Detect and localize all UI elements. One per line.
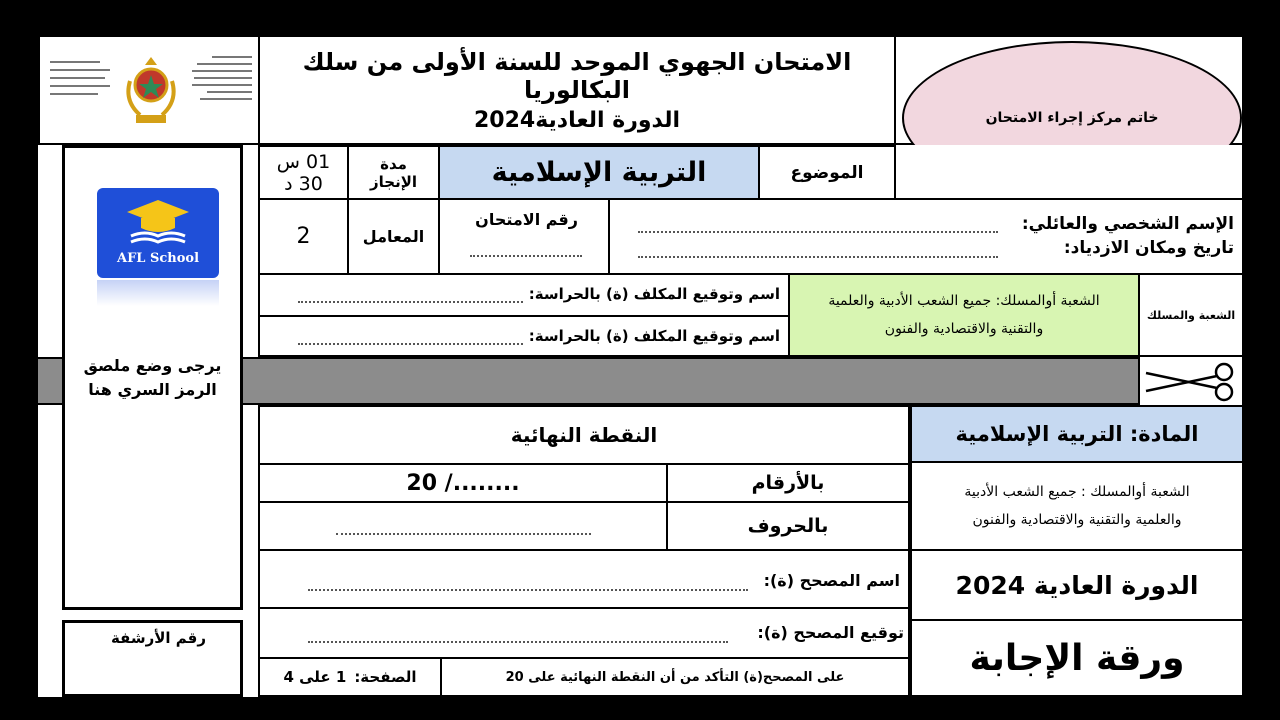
corrector-signature-label: توقيع المصحح (ة): xyxy=(757,623,904,642)
in-letters-label: بالحروف xyxy=(666,501,910,551)
birth-dots xyxy=(638,256,998,258)
answer-sheet-title: ورقة الإجابة xyxy=(910,619,1244,697)
exam-number-field[interactable] xyxy=(438,198,610,275)
supervisor-2-label: اسم وتوقيع المكلف (ة) بالحراسة: xyxy=(528,327,780,345)
duration-minutes: 30 د xyxy=(284,172,323,195)
sticker-note xyxy=(65,348,240,408)
birth-label: تاريخ ومكان الازدياد: xyxy=(1063,238,1234,258)
logo-reflection xyxy=(97,280,219,306)
verify-note: على المصحح(ة) التأكد من أن النقطة النهائية على 20 xyxy=(440,657,910,697)
in-numbers-label: بالأرقام xyxy=(666,463,910,503)
title-line-1: الامتحان الجهوي الموحد للسنة الأولى من سلك البكالوريا xyxy=(302,47,852,104)
emblem-icon xyxy=(122,51,180,133)
right-track-line-1: الشعبة أوالمسلك : جميع الشعب الأدبية xyxy=(964,484,1190,500)
coefficient-value: 2 xyxy=(258,198,349,275)
full-name-label: الإسم الشخصي والعائلي: xyxy=(1021,214,1234,234)
exam-number-label: رقم الامتحان xyxy=(475,210,578,229)
sticker-note-line-2: الرمز السري هنا xyxy=(88,380,217,399)
corrector-name-field[interactable] xyxy=(258,549,910,609)
subject-label: الموضوع xyxy=(758,145,896,200)
grade-in-letters-dots xyxy=(336,533,591,535)
supervisor-1[interactable] xyxy=(258,273,790,317)
supervisor-1-label: اسم وتوقيع المكلف (ة) بالحراسة: xyxy=(528,285,780,303)
final-grade-label: النقطة النهائية xyxy=(258,405,910,465)
coefficient-label: المعامل xyxy=(347,198,440,275)
score-value[interactable]: 20 /........ xyxy=(258,463,668,503)
track-value xyxy=(788,273,1140,357)
cut-band-left xyxy=(38,357,62,405)
supervisor-2-dots xyxy=(298,343,523,345)
stamp-area xyxy=(894,35,1244,145)
tifinagh-text-block xyxy=(50,55,110,101)
scissors-icon xyxy=(1142,361,1242,403)
subject-row-blank xyxy=(894,145,1244,200)
arabic-ministry-text xyxy=(190,51,252,105)
full-name-dots xyxy=(638,231,998,233)
track-side-label: الشعبة والمسلك xyxy=(1138,273,1244,357)
duration-value xyxy=(258,145,349,200)
supervisor-2[interactable] xyxy=(258,315,790,357)
right-track-line-2: والعلمية والتقنية والاقتصادية والفنون xyxy=(972,512,1182,528)
corrector-name-label: اسم المصحح (ة): xyxy=(763,571,900,590)
page-value: 1 على 4 xyxy=(283,668,347,686)
corrector-name-dots xyxy=(308,589,748,591)
candidate-identity[interactable] xyxy=(608,198,1244,275)
right-session: الدورة العادية 2024 xyxy=(910,549,1244,621)
scissors-cell xyxy=(1138,355,1244,407)
logo-text: AFL School xyxy=(116,250,200,266)
corrector-signature-dots xyxy=(308,641,728,643)
corrector-signature-field[interactable] xyxy=(258,607,910,659)
track-line-1: الشعبة أوالمسلك: جميع الشعب الأدبية والعلمية xyxy=(828,293,1100,309)
ministry-header xyxy=(38,35,260,145)
exam-sheet xyxy=(38,35,1244,697)
stamp-label: خاتم مركز إجراء الامتحان xyxy=(985,110,1159,126)
grade-in-letters-field[interactable] xyxy=(258,501,668,551)
archive-number-box xyxy=(62,620,243,697)
afl-school-logo xyxy=(97,188,219,278)
exam-number-dots xyxy=(470,255,582,257)
secret-code-panel xyxy=(62,145,243,610)
graduation-cap-icon xyxy=(123,196,193,244)
cut-band xyxy=(243,357,1139,405)
duration-hours: 01 س xyxy=(276,150,331,173)
duration-label: مدة الإنجاز xyxy=(347,145,440,200)
right-subject: المادة: التربية الإسلامية xyxy=(910,405,1244,463)
exam-title xyxy=(258,35,896,145)
right-track xyxy=(910,461,1244,551)
title-line-2: الدورة العادية2024 xyxy=(473,107,681,133)
subject-value: التربية الإسلامية xyxy=(438,145,760,200)
sticker-note-line-1: يرجى وضع ملصق xyxy=(83,356,222,375)
supervisor-1-dots xyxy=(298,301,523,303)
archive-label: رقم الأرشفة xyxy=(110,629,206,647)
page-number xyxy=(258,657,442,697)
track-line-2: والتقنية والاقتصادية والفنون xyxy=(884,321,1044,337)
page-label: الصفحة: xyxy=(354,668,417,686)
